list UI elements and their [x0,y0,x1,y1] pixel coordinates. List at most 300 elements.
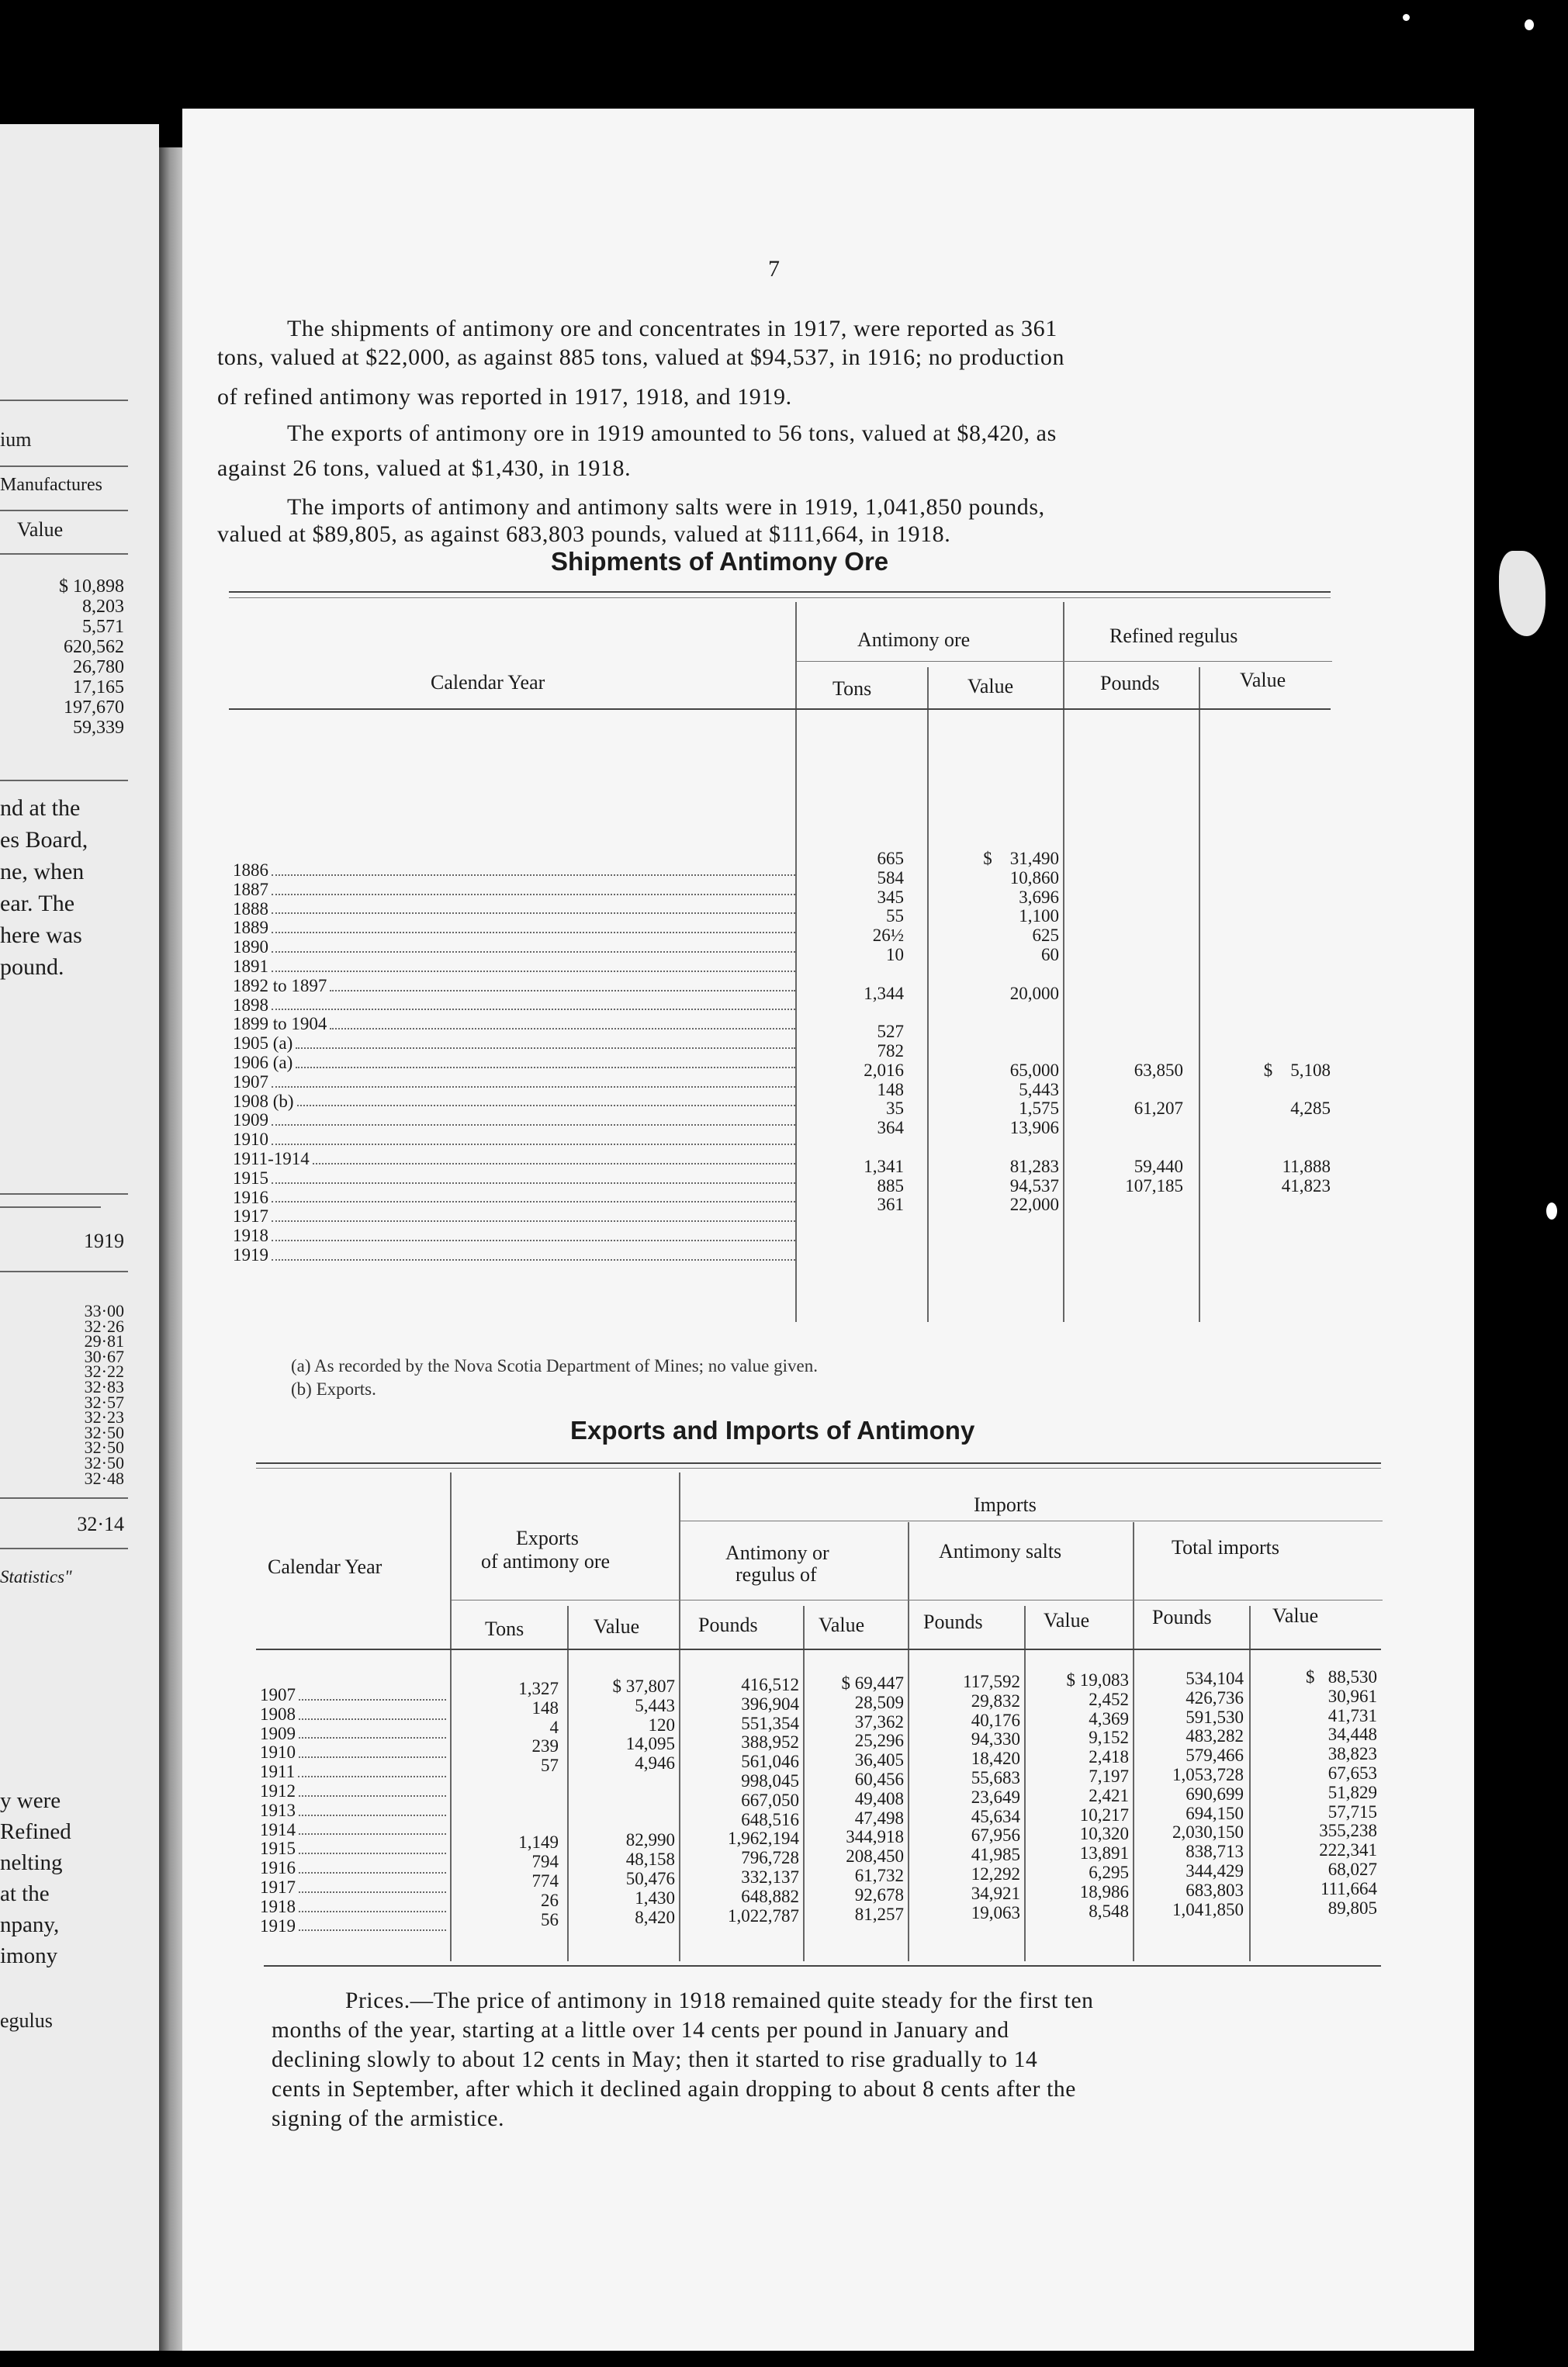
ship-regulus-value-cell [1203,907,1331,926]
scan-artifact [1499,551,1546,636]
ship-regulus-value-cell [1203,1042,1331,1061]
dot-leader [272,1246,795,1261]
ei-year [260,1686,446,1705]
ei-salt-pounds-cell: 94,330 [971,1729,1020,1749]
left-rate: 33·00 [84,1301,124,1320]
ship-tons-cell: 2,016 [864,1060,904,1080]
left-rate: 32·50 [84,1438,124,1458]
ei-salt-value-cell: 7,197 [1089,1766,1129,1786]
dot-leader [272,919,795,933]
ei-export-tons-cell [454,1776,559,1795]
ship-year-label: 1906 (a) [233,1052,293,1072]
dot-leader [298,1763,446,1777]
ship-year-label: 1915 [233,1168,268,1188]
ship-year [233,1034,795,1054]
ei-years-column [260,1686,446,1936]
prices-line: months of the year, starting at a little over 14 cents per pound in January and [272,2018,1009,2043]
ship-regulus-pounds-cell [1067,965,1183,985]
ei-year [260,1725,446,1744]
ship-value-cell: 22,000 [1009,1195,1059,1215]
left-rate: 32·23 [84,1407,124,1427]
ei-export-values-column [570,1677,675,1927]
left-value: $ 10,898 [59,576,124,597]
dot-leader [299,1743,446,1758]
dot-leader [272,881,795,895]
dot-leader [297,1092,795,1107]
ei-hd-calendar-year: Calendar Year [268,1556,382,1578]
ship-regulus-pounds-cell [1067,850,1183,869]
ship-tons-cell [803,1003,904,1023]
ei-regulus-pounds-cell: 388,952 [741,1732,799,1753]
ship-year [233,1169,795,1189]
ei-total-pounds-cell: 690,699 [1186,1784,1244,1804]
left-text-line: ne, when [0,859,85,884]
ei-export-value-cell: 1,430 [635,1888,675,1908]
ei-salt-pounds-cell: 40,176 [971,1710,1020,1730]
ei-hd-exports-2: of antimony ore [481,1550,611,1573]
ei-regulus-pounds-cell: 648,516 [741,1809,799,1829]
ship-regulus-pounds-cell [1067,869,1183,888]
left-heading-2: Manufactures [0,475,102,495]
ship-value-cell: 60 [1041,944,1059,964]
ei-regulus-pounds-cell: 1,962,194 [728,1829,799,1849]
ei-total-pounds-cell: 2,030,150 [1172,1822,1244,1843]
ei-year-label: 1918 [260,1896,296,1916]
ei-salt-pounds-cell: 23,649 [971,1787,1020,1807]
ei-total-pounds-cell: 534,104 [1186,1669,1244,1688]
left-rate: 32·57 [84,1392,124,1412]
ei-regulus-value-cell: 25,296 [854,1731,904,1751]
ei-total-value-cell: 111,664 [1320,1878,1377,1898]
ship-hd-refined-regulus: Refined regulus [1109,625,1238,647]
dot-leader [272,1111,795,1126]
ship-year [233,919,795,938]
scan-speck [1403,14,1410,21]
left-bottom-line: nelting [0,1850,63,1875]
prices-line: cents in September, after which it declined again dropping to about 8 cents after the [272,2077,1076,2102]
ship-regulus-pounds-column [1067,850,1183,1254]
ei-export-tons-column [454,1680,559,1929]
dot-leader [299,1705,446,1720]
dot-leader [299,1859,446,1874]
ei-year [260,1801,446,1821]
ship-values-column [931,850,1059,1254]
ship-regulus-pounds-cell [1067,1003,1183,1023]
ship-regulus-value-cell [1203,1023,1331,1042]
ei-regulus-values-column [807,1674,904,1924]
ei-export-value-cell [570,1774,675,1793]
left-rate: 32·50 [84,1422,124,1442]
ship-value-cell: 3,696 [1019,887,1059,907]
ei-regulus-value-cell: 37,362 [854,1711,904,1732]
ei-salt-pounds-cell: 29,832 [971,1690,1020,1711]
ship-tons-cell: 345 [877,887,904,907]
left-text-line: nd at the [0,795,81,821]
ei-total-value-cell: 57,715 [1327,1801,1377,1822]
ei-regulus-value-cell: 92,678 [854,1884,904,1905]
ship-tons-column [803,850,904,1254]
ei-export-tons-cell: 26 [541,1890,559,1910]
ship-year [233,861,795,881]
ei-salt-value-cell: $ 19,083 [1066,1670,1129,1690]
ei-export-tons-cell: 794 [531,1852,559,1872]
ship-regulus-value-cell [1203,965,1331,985]
ship-regulus-value-cell [1203,1196,1331,1215]
ship-value-cell: $ 31,490 [983,849,1059,868]
ship-tons-cell: 55 [886,906,904,926]
ei-total-value-cell: 34,448 [1327,1725,1377,1745]
dot-leader [272,996,795,1011]
ship-hd-pounds: Pounds [1100,672,1160,694]
ship-year-label: 1899 to 1904 [233,1014,327,1034]
dot-leader [299,1839,446,1854]
ei-hd-total: Total imports [1172,1536,1280,1559]
dot-leader [272,1207,795,1222]
ship-tons-cell: 1,344 [864,983,904,1003]
ei-export-tons-cell: 774 [531,1870,559,1891]
ship-tons-cell: 665 [877,849,904,868]
ship-hd-value: Value [967,675,1014,697]
ship-year-label: 1918 [233,1226,268,1246]
ship-regulus-value-cell: 4,285 [1290,1099,1331,1119]
intro-line: against 26 tons, valued at $1,430, in 1918. [217,455,632,481]
ei-salt-pounds-cell: 41,985 [971,1845,1020,1865]
ei-regulus-value-cell: 60,456 [854,1769,904,1789]
ei-export-tons-cell: 1,149 [518,1832,559,1853]
ship-regulus-pounds-cell [1067,1138,1183,1158]
ei-salt-pounds-cell: 18,420 [971,1749,1020,1769]
ship-regulus-pounds-cell [1067,1081,1183,1100]
ship-year-label: 1919 [233,1244,268,1265]
ei-regulus-pounds-cell: 648,882 [741,1886,799,1906]
page [182,109,1474,2351]
left-text-line: es Board, [0,827,88,853]
ei-export-value-cell: 82,990 [625,1830,675,1850]
ei-year [260,1898,446,1917]
ship-value-cell: 20,000 [1009,983,1059,1003]
ship-tons-cell: 782 [877,1040,904,1061]
ei-regulus-value-cell: 208,450 [846,1846,904,1867]
scan-speck [1546,1203,1557,1220]
ship-tons-cell: 364 [877,1118,904,1138]
ship-year-label: 1909 [233,1110,268,1130]
prices-line: declining slowly to about 12 cents in May; then it started to rise gradually to 14 [272,2047,1038,2072]
ei-salt-value-cell: 10,217 [1079,1805,1129,1825]
ei-salt-pounds-cell: 67,956 [971,1825,1020,1846]
ship-hd-antimony-ore: Antimony ore [857,628,971,651]
ship-tons-cell: 26½ [872,926,904,946]
left-last-line: egulus [0,2009,53,2032]
ei-export-value-cell: $ 37,807 [612,1677,675,1696]
ei-regulus-pounds-cell: 396,904 [741,1694,799,1714]
ship-value-cell: 1,575 [1019,1099,1059,1119]
ship-year [233,1092,795,1112]
ei-export-value-cell: 4,946 [635,1753,675,1774]
dot-leader [272,938,795,953]
left-rate: 32·26 [84,1316,124,1336]
dot-leader [272,1073,795,1088]
ship-tons-cell [803,1138,904,1158]
ship-hd-value-2: Value [1240,669,1286,691]
dot-leader [299,1686,446,1701]
left-source: Statistics" [0,1567,72,1587]
ship-regulus-pounds-cell [1067,888,1183,908]
ei-export-tons-cell: 1,327 [518,1679,559,1698]
ship-hd-tons: Tons [832,677,872,700]
dot-leader [272,1189,795,1203]
ei-year-label: 1910 [260,1742,296,1763]
ship-year-label: 1892 to 1897 [233,975,327,995]
ei-regulus-pounds-cell: 1,022,787 [728,1905,799,1926]
ei-export-value-cell: 48,158 [625,1850,675,1870]
ship-year [233,1054,795,1073]
ship-value-cell [931,1234,1059,1254]
ei-salt-value-cell: 4,369 [1089,1708,1129,1729]
ship-year [233,977,795,996]
ei-export-value-cell: 120 [648,1715,675,1735]
ship-regulus-pounds-cell [1067,1234,1183,1254]
left-text-line: pound. [0,954,64,980]
ship-regulus-pounds-cell: 59,440 [1134,1156,1183,1176]
ei-regulus-pounds-cell: 332,137 [741,1867,799,1887]
ship-year [233,1073,795,1092]
ei-year [260,1859,446,1878]
intro-line: The exports of antimony ore in 1919 amounted to 56 tons, valued at $8,420, as [287,420,1057,446]
dot-leader [272,1130,795,1145]
ei-year-label: 1919 [260,1915,296,1936]
prices-line: signing of the armistice. [272,2106,505,2131]
ship-regulus-value-cell: 11,888 [1282,1156,1331,1176]
ei-hd-salts: Antimony salts [939,1540,1062,1562]
intro-line: The shipments of antimony ore and concentrates in 1917, were reported as 361 [287,316,1057,341]
ship-regulus-value-cell [1203,869,1331,888]
ship-year [233,1246,795,1265]
ei-total-value-cell: 67,653 [1327,1763,1377,1783]
dot-leader [296,1034,795,1049]
ship-year [233,957,795,977]
ei-total-pounds-cell: 683,803 [1186,1880,1244,1900]
ei-export-tons-cell [454,1795,559,1815]
ship-regulus-value-cell [1203,888,1331,908]
ship-regulus-pounds-cell [1067,946,1183,965]
ei-year [260,1763,446,1782]
ship-year [233,938,795,957]
ei-total-pounds-cell: 344,429 [1186,1860,1244,1881]
ei-regulus-pounds-cell: 667,050 [741,1790,799,1810]
ei-total-pounds-cell: 591,530 [1186,1707,1244,1727]
ei-year-label: 1909 [260,1723,296,1743]
ship-year [233,1150,795,1169]
ei-hd-reg-value: Value [819,1614,865,1636]
intro-line: of refined antimony was reported in 1917, 1918, and 1919. [217,384,792,410]
shipments-title: Shipments of Antimony Ore [551,547,889,576]
ei-regulus-value-cell: 344,918 [846,1827,904,1847]
ship-regulus-value-cell [1203,985,1331,1004]
ei-salt-pounds-column [912,1673,1020,1922]
left-value: 17,165 [73,677,124,697]
ship-regulus-value-cell [1203,850,1331,869]
ei-year-label: 1913 [260,1800,296,1820]
left-bottom-line: imony [0,1943,58,1968]
ei-year-label: 1907 [260,1685,296,1704]
ship-year [233,1130,795,1150]
ei-total-value-cell: $ 88,530 [1306,1667,1377,1687]
dot-leader [330,1015,795,1030]
ei-year-label: 1915 [260,1839,296,1859]
ei-year-label: 1916 [260,1858,296,1878]
ship-regulus-pounds-cell [1067,1119,1183,1138]
ei-salt-pounds-cell: 55,683 [971,1767,1020,1787]
left-text-line: here was [0,922,82,948]
footnote-a: (a) As recorded by the Nova Scotia Department of Mines; no value given. [291,1356,818,1376]
ei-hd-salt-pounds: Pounds [923,1611,983,1633]
left-value: 197,670 [64,697,124,718]
left-rate: 30·67 [84,1346,124,1366]
intro-line: The imports of antimony and antimony salts were in 1919, 1,041,850 pounds, [287,494,1045,520]
ei-salt-value-cell: 9,152 [1089,1728,1129,1748]
left-bottom-line: Refined [0,1819,71,1844]
ei-year [260,1839,446,1859]
ship-year-label: 1907 [233,1071,268,1092]
ei-export-tons-cell: 4 [549,1717,559,1737]
ei-total-value-cell: 89,805 [1327,1898,1377,1918]
ei-export-value-cell: 50,476 [625,1868,675,1888]
ship-year-label: 1887 [233,879,268,899]
left-text-line: ear. The [0,891,75,916]
ei-regulus-value-cell: 28,509 [854,1692,904,1712]
left-rate: 32·48 [84,1468,124,1488]
ship-year-label: 1911-1914 [233,1148,310,1168]
ship-years-column [233,861,795,1265]
prices-line: Prices.—The price of antimony in 1918 remained quite steady for the first ten [345,1988,1094,2013]
ship-regulus-value-cell [1203,1234,1331,1254]
ship-value-cell: 65,000 [1009,1060,1059,1080]
dot-leader [272,1169,795,1184]
ei-export-tons-cell [454,1815,559,1834]
ei-regulus-pounds-cell: 998,045 [741,1770,799,1791]
left-rate: 29·81 [84,1331,124,1351]
ship-regulus-value-cell [1203,1215,1331,1234]
ei-regulus-value-cell: 47,498 [854,1808,904,1828]
left-value: 620,562 [64,637,124,657]
dot-leader [272,861,795,876]
ship-regulus-pounds-cell [1067,907,1183,926]
left-value: 59,339 [73,718,124,738]
ei-total-values-column [1253,1668,1377,1918]
ei-total-pounds-cell: 1,053,728 [1172,1764,1244,1784]
ship-regulus-pounds-cell [1067,985,1183,1004]
ship-regulus-pounds-cell [1067,1196,1183,1215]
left-page-fragment [0,124,159,2351]
ship-regulus-pounds-cell [1067,926,1183,946]
ship-regulus-value-cell [1203,1003,1331,1023]
ei-total-pounds-cell: 426,736 [1186,1687,1244,1708]
ship-regulus-pounds-cell: 63,850 [1134,1060,1183,1080]
ei-year-label: 1912 [260,1780,296,1801]
ship-tons-cell: 584 [877,867,904,888]
ei-export-value-cell: 8,420 [635,1907,675,1927]
ship-value-cell [931,1003,1059,1023]
ei-total-value-cell: 355,238 [1319,1821,1377,1841]
dot-leader [299,1725,446,1739]
ei-regulus-value-cell: 61,732 [854,1865,904,1885]
ei-salt-value-cell: 2,452 [1089,1689,1129,1709]
ei-year [260,1917,446,1936]
dot-leader [299,1801,446,1816]
intro-line: valued at $89,805, as against 683,803 pounds, valued at $111,664, in 1918. [217,521,951,547]
ei-salt-pounds-cell: 19,063 [971,1902,1020,1922]
ei-hd-exports-1: Exports [516,1527,579,1549]
ei-year [260,1782,446,1801]
ei-salt-pounds-cell: 12,292 [971,1863,1020,1884]
ship-tons-cell [803,965,904,985]
ei-regulus-value-cell: 81,257 [854,1904,904,1924]
ship-value-cell: 94,537 [1009,1175,1059,1196]
ei-total-pounds-cell: 694,150 [1186,1803,1244,1823]
ei-salt-value-cell: 13,891 [1079,1843,1129,1863]
ei-hd-regulus-1: Antimony or [725,1542,829,1564]
ship-regulus-pounds-cell [1067,1042,1183,1061]
ship-regulus-value-cell [1203,1138,1331,1158]
ship-tons-cell: 35 [886,1099,904,1119]
ei-year-label: 1914 [260,1819,296,1839]
ship-year-label: 1916 [233,1187,268,1207]
ship-tons-cell [803,1234,904,1254]
ship-regulus-value-cell [1203,1081,1331,1100]
ship-year-label: 1908 (b) [233,1091,294,1111]
ei-salt-pounds-cell: 45,634 [971,1806,1020,1826]
left-average: 32·14 [77,1513,124,1535]
ei-total-pounds-cell: 579,466 [1186,1746,1244,1766]
ship-year-label: 1889 [233,918,268,938]
ei-year [260,1705,446,1725]
ship-value-cell [931,965,1059,985]
ship-value-cell: 625 [1032,926,1059,946]
ship-value-cell [931,1215,1059,1234]
left-bottom-line: y were [0,1788,61,1813]
ei-salt-value-cell: 8,548 [1089,1901,1129,1921]
ship-value-cell [931,1042,1059,1061]
ship-year-label: 1905 (a) [233,1033,293,1054]
dot-leader [272,1227,795,1241]
ei-hd-exp-value: Value [594,1615,640,1638]
ship-year-label: 1890 [233,937,268,957]
left-value: 8,203 [82,597,124,617]
left-heading-1: ium [0,428,32,451]
ship-value-cell: 1,100 [1019,906,1059,926]
left-value: 5,571 [82,617,124,637]
ei-export-value-cell: 14,095 [625,1734,675,1754]
ship-regulus-value-cell: 41,823 [1281,1175,1331,1196]
ei-salt-value-cell: 10,320 [1079,1824,1129,1844]
ei-regulus-pounds-cell: 416,512 [741,1675,799,1694]
dot-leader [299,1898,446,1912]
ei-hd-regulus-2: regulus of [736,1563,817,1586]
left-rate: 32·22 [84,1362,124,1382]
ei-hd-total-value: Value [1272,1604,1319,1627]
ei-year [260,1821,446,1840]
exports-imports-title: Exports and Imports of Antimony [570,1416,975,1445]
ship-value-cell: 5,443 [1019,1079,1059,1099]
ei-salt-value-cell: 2,418 [1089,1747,1129,1767]
scan-speck [1525,19,1534,30]
ship-year-label: 1886 [233,860,268,880]
ship-year-label: 1917 [233,1206,268,1227]
ship-regulus-values-column [1203,850,1331,1254]
ship-tons-cell: 1,341 [864,1156,904,1176]
ship-year-label: 1888 [233,898,268,919]
ei-regulus-value-cell: $ 69,447 [841,1673,904,1693]
